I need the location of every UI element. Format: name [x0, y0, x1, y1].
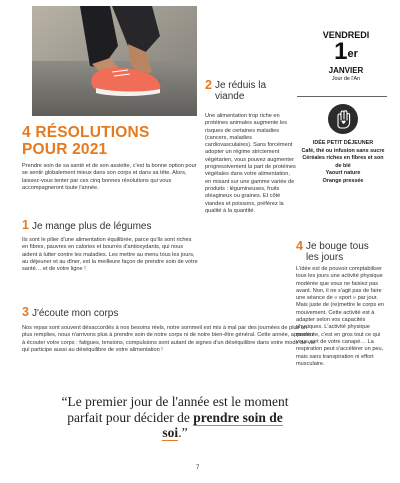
date-day-suffix: er: [347, 48, 358, 60]
section-4-number: 4: [296, 239, 303, 253]
section-3-body: Nos repas sont souvent désaccordés à nos besoins réels, notre sommeil est mis à mal par des journées de plus en plus remplies, nous n'arrivons plus à prendre soin de notre corps ni de notre bien-être général. Cette année, apprenez à écouter votre corps : fatigues, tensions, compulsions sont autant de signes d'un déséquilibre dans votre mode de vie qui participe aussi au déséquilibre de votre alimentation !: [22, 325, 316, 353]
section-3-number: 3: [22, 305, 29, 319]
section-1-body: Ils sont le pilier d'une alimentation équilibrée, parce qu'ils sont riches en fibres, pauvres en calories et bourrés d'antioxydants, qui nous aident à lutter contre les maladies. Les mettre au menu tous les jours, au déjeuner et au dîner, est la meilleure façon de prendre soin de votre santé… et de votre ligne !: [22, 237, 198, 273]
quote-highlight: prendre soin de soi: [162, 409, 283, 440]
date-month: JANVIER: [328, 66, 364, 75]
section-2-title: Je réduis la viande: [214, 80, 267, 102]
section-1-title: Je mange plus de légumes: [31, 221, 152, 232]
section-2-heading: [205, 80, 300, 102]
quote-part2: .”: [178, 425, 188, 440]
breakfast-idea: [300, 140, 386, 186]
quote-part1: “Le premier jour de l'année est le moment parfait pour décider de: [61, 394, 289, 425]
section-1-number: 1: [22, 218, 29, 232]
breakfast-title: IDÉE PETIT DÉJEUNER: [312, 140, 374, 146]
date-block: [306, 30, 386, 82]
section-4-title: Je bouge tous les jours: [305, 241, 369, 263]
main-title: [22, 124, 202, 158]
main-title-line2: POUR 2021: [22, 141, 108, 158]
breakfast-item: Céréales riches en fibres et son de blé: [302, 155, 384, 169]
date-day-number: 1: [334, 38, 348, 65]
section-4-body: L'idée est de pouvoir comptabiliser tous les jours une activité physique modérée que vous ne faisiez pas avant. Non, il ne s'agit pas de faire une séance de « sport » par jour. Mais juste de (re)mettre le corps en mouvement. Cette activité est à adapter selon vos capacités physiques. L'activité physique modérée, c'est en gros tout ce qui vous sort de votre canapé… La respiration peut s'accélérer un peu, mais sans transpiration ni effort musculaire.: [296, 266, 384, 367]
section-3-title: J'écoute mon corps: [31, 308, 119, 319]
main-title-line1: 4 RÉSOLUTIONS: [22, 124, 150, 141]
breakfast-item: Orange pressée: [322, 177, 364, 184]
hand-heart-icon: [328, 104, 358, 134]
section-2-number: 2: [205, 78, 212, 92]
runner-photo: [32, 6, 197, 116]
date-label: Jour de l'An: [331, 76, 361, 82]
date-weekday: VENDREDI: [322, 30, 370, 40]
section-1-heading: [22, 220, 200, 232]
section-4-heading: [296, 241, 386, 263]
page-number: 7: [196, 465, 200, 471]
pull-quote: [55, 394, 295, 441]
date-day: [306, 40, 386, 64]
section-2-body: Une alimentation trop riche en protéines animales augmente les risques de certaines maladies (cancers, maladies cardiovasculaires). Sans forcément adopter un régime strictement végétarien, vous pouvez augmenter progressivement la part de protéines végétales dans votre alimentation, en misant sur une gamme variée de produits : légumineuses, fruits oléagineux ou graines. Et côté viandes et poissons, préférez la qualité à la quantité.: [205, 113, 296, 214]
intro-paragraph: Prendre soin de sa santé et de son assiette, c'est la bonne option pour se sentir globalement mieux dans son corps et dans sa tête. Alors, laissez-vous tenter par ces cinq bonnes résolutions qui vous accompagneront toute l'année.: [22, 163, 197, 191]
breakfast-item: Café, thé ou infusion sans sucre: [301, 147, 385, 154]
breakfast-item: Yaourt nature: [325, 170, 361, 177]
section-3-heading: [22, 307, 200, 319]
date-divider: [297, 96, 387, 97]
